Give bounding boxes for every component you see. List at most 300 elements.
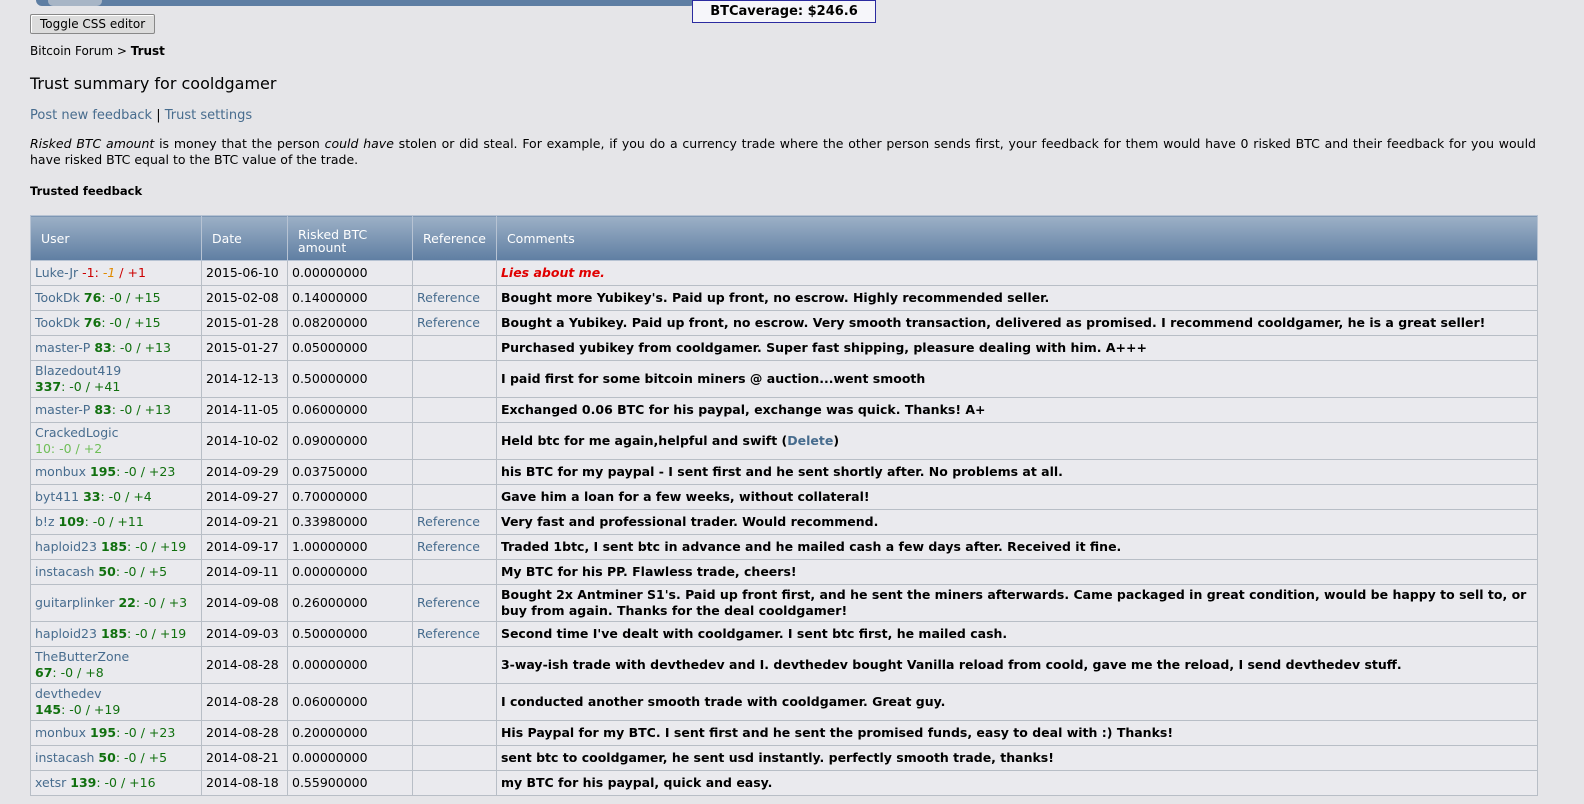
date-cell: 2014-09-27	[202, 485, 288, 510]
comment-text: Bought 2x Antminer S1's. Paid up front first, and he sent the miners afterwards. Came packaged in great condition, would be happy to sell to, or buy from again. Thanks for the deal cooldgamer!	[500, 587, 1527, 618]
negative-count: -0	[119, 402, 133, 417]
count-separator: /	[136, 725, 149, 740]
table-row	[31, 485, 1538, 510]
feedback-user-link[interactable]: xetsr	[35, 775, 67, 790]
comment-cell	[496, 336, 1537, 361]
table-row	[31, 746, 1538, 771]
comment-text: I paid first for some bitcoin miners @ auction...went smooth	[500, 371, 926, 386]
trust-score: 67	[35, 665, 53, 680]
trust-score: 145	[35, 702, 62, 717]
risked-amount-cell: 0.06000000	[288, 684, 413, 721]
risked-amount-cell: 0.50000000	[288, 622, 413, 647]
trust-counts	[101, 290, 160, 305]
reference-link[interactable]: Reference	[417, 595, 480, 610]
date-cell: 2014-10-02	[202, 423, 288, 460]
comment-cell	[496, 746, 1537, 771]
comment-text: my BTC for his paypal, quick and easy.	[500, 775, 773, 790]
table-row	[31, 647, 1538, 684]
date-cell: 2014-08-28	[202, 647, 288, 684]
positive-count: +19	[159, 539, 187, 554]
comment-cell	[496, 535, 1537, 560]
count-separator: /	[136, 750, 149, 765]
user-cell	[31, 560, 202, 585]
negative-count: -0	[119, 340, 133, 355]
breadcrumb-root[interactable]: Bitcoin Forum	[30, 44, 114, 58]
reference-cell	[413, 398, 497, 423]
positive-count: +2	[83, 441, 103, 456]
date-cell: 2014-08-18	[202, 771, 288, 796]
positive-count: +19	[93, 702, 121, 717]
negative-count: -0	[124, 564, 137, 579]
trust-score: 185	[100, 539, 128, 554]
positive-count: +23	[148, 464, 176, 479]
risked-amount-cell: 0.33980000	[288, 510, 413, 535]
trust-settings-link[interactable]: Trust settings	[164, 108, 253, 123]
positive-count: +13	[144, 402, 171, 417]
table-row	[31, 560, 1538, 585]
table-row	[31, 311, 1538, 336]
reference-cell	[413, 535, 497, 560]
score-separator: :	[116, 725, 125, 740]
breadcrumb	[30, 44, 165, 58]
count-separator: /	[121, 290, 135, 305]
negative-count: -0	[108, 489, 122, 504]
reference-link[interactable]: Reference	[417, 514, 480, 529]
trust-score: -1	[82, 265, 95, 280]
table-header-row	[31, 216, 1538, 261]
table-row	[31, 261, 1538, 286]
feedback-user-link[interactable]: TookDk	[35, 290, 80, 305]
table-row	[31, 460, 1538, 485]
trust-counts	[61, 379, 120, 394]
score-separator: :	[115, 564, 125, 579]
trust-score: 10	[35, 441, 51, 456]
column-header-user: User	[31, 216, 202, 261]
score-separator: :	[116, 464, 125, 479]
count-separator: /	[71, 441, 84, 456]
reference-cell	[413, 560, 497, 585]
feedback-user-link[interactable]: guitarplinker	[35, 595, 115, 610]
count-separator: /	[121, 489, 134, 504]
comment-text: Held btc for me again,helpful and swift (	[500, 433, 788, 448]
date-cell: 2014-08-28	[202, 721, 288, 746]
score-separator: :	[52, 665, 61, 680]
positive-count: +5	[148, 564, 168, 579]
score-separator: :	[61, 702, 70, 717]
date-cell: 2015-01-28	[202, 311, 288, 336]
count-separator: /	[105, 514, 118, 529]
negative-count: -0	[69, 702, 82, 717]
count-separator: /	[132, 340, 145, 355]
negative-count: -0	[135, 539, 148, 554]
column-header-reference: Reference	[413, 216, 497, 261]
positive-count: +11	[117, 514, 144, 529]
negative-count: -0	[69, 379, 82, 394]
top-nav-tab[interactable]	[48, 0, 102, 6]
reference-link[interactable]: Reference	[417, 539, 480, 554]
user-cell	[31, 398, 202, 423]
count-separator: /	[121, 315, 135, 330]
score-separator: :	[94, 265, 103, 280]
count-separator: /	[147, 626, 160, 641]
trust-links	[30, 108, 252, 123]
trust-counts	[116, 725, 175, 740]
top-nav-bar	[36, 0, 696, 6]
score-separator: :	[127, 539, 136, 554]
user-cell	[31, 460, 202, 485]
comment-text: Gave him a loan for a few weeks, without collateral!	[500, 489, 870, 504]
reference-link[interactable]: Reference	[417, 290, 480, 305]
user-cell	[31, 510, 202, 535]
risked-amount-cell: 0.00000000	[288, 647, 413, 684]
comment-text: his BTC for my paypal - I sent first and he sent shortly after. No problems at all.	[500, 464, 1063, 479]
reference-cell	[413, 771, 497, 796]
trust-counts	[112, 402, 171, 417]
reference-cell	[413, 311, 497, 336]
user-cell	[31, 647, 202, 684]
score-separator: :	[84, 514, 93, 529]
feedback-user-link[interactable]: b!z	[35, 514, 55, 529]
reference-cell	[413, 721, 497, 746]
delete-feedback-link[interactable]: Delete	[787, 433, 834, 448]
table-row	[31, 510, 1538, 535]
positive-count: +5	[148, 750, 168, 765]
positive-count: +19	[159, 626, 187, 641]
date-cell: 2014-09-03	[202, 622, 288, 647]
user-cell	[31, 746, 202, 771]
trust-counts	[116, 750, 167, 765]
negative-count: -0	[59, 441, 72, 456]
table-row	[31, 684, 1538, 721]
trust-score: 76	[83, 290, 102, 305]
score-separator: :	[127, 626, 136, 641]
date-cell: 2015-01-27	[202, 336, 288, 361]
count-separator: /	[73, 665, 86, 680]
table-row	[31, 336, 1538, 361]
count-separator: /	[147, 539, 160, 554]
trust-score: 22	[118, 595, 136, 610]
score-separator: :	[101, 290, 110, 305]
user-cell	[31, 485, 202, 510]
risked-amount-cell: 0.55900000	[288, 771, 413, 796]
post-new-feedback-link[interactable]: Post new feedback	[30, 108, 153, 123]
trust-counts	[116, 564, 167, 579]
risked-amount-cell: 0.06000000	[288, 398, 413, 423]
comment-text: Traded 1btc, I sent btc in advance and he mailed cash a few days after. Received it fine.	[500, 539, 1122, 554]
comment-cell	[496, 721, 1537, 746]
positive-count: +15	[134, 290, 161, 305]
negative-count: -0	[109, 290, 122, 305]
positive-count: +8	[85, 665, 104, 680]
explanation-part-1: is money that the person	[154, 136, 325, 151]
table-row	[31, 721, 1538, 746]
reference-cell	[413, 585, 497, 622]
date-cell: 2014-09-08	[202, 585, 288, 622]
positive-count: +1	[127, 265, 146, 280]
negative-count: -0	[124, 750, 137, 765]
trust-counts	[100, 489, 151, 504]
reference-cell	[413, 423, 497, 460]
comment-cell	[496, 771, 1537, 796]
toggle-css-editor-button[interactable]: Toggle CSS editor	[30, 14, 155, 34]
risked-amount-cell: 0.26000000	[288, 585, 413, 622]
user-cell	[31, 286, 202, 311]
reference-link[interactable]: Reference	[417, 315, 480, 330]
score-separator: :	[50, 441, 60, 456]
comment-cell	[496, 361, 1537, 398]
risked-amount-cell: 0.00000000	[288, 261, 413, 286]
count-separator: /	[81, 379, 94, 394]
positive-count: +41	[93, 379, 121, 394]
user-cell	[31, 585, 202, 622]
user-cell	[31, 684, 202, 721]
trust-score: 83	[94, 340, 112, 355]
comment-cell	[496, 510, 1537, 535]
reference-link[interactable]: Reference	[417, 626, 480, 641]
trust-counts	[101, 315, 160, 330]
breadcrumb-separator: >	[113, 44, 131, 58]
count-separator: /	[136, 464, 149, 479]
risked-amount-cell: 1.00000000	[288, 535, 413, 560]
date-cell: 2014-09-11	[202, 560, 288, 585]
table-row	[31, 286, 1538, 311]
feedback-user-link[interactable]: monbux	[35, 725, 87, 740]
reference-cell	[413, 647, 497, 684]
negative-count: -1	[102, 265, 116, 280]
trust-counts	[112, 340, 171, 355]
comment-text: 3-way-ish trade with devthedev and I. devthedev bought Vanilla reload from coold, gave me the reload, I send devthedev stuff.	[500, 657, 1402, 672]
trust-score: 337	[35, 379, 62, 394]
positive-count: +13	[144, 340, 171, 355]
negative-count: -0	[135, 626, 148, 641]
trust-counts	[127, 539, 186, 554]
trust-counts	[127, 626, 186, 641]
risked-amount-cell: 0.05000000	[288, 336, 413, 361]
negative-count: -0	[109, 315, 122, 330]
comment-cell	[496, 311, 1537, 336]
reference-cell	[413, 460, 497, 485]
comment-text: Bought a Yubikey. Paid up front, no escrow. Very smooth transaction, delivered as promised. I recommend cooldgamer, he is a great seller!	[500, 315, 1486, 330]
feedback-user-link[interactable]: master-P	[35, 402, 91, 417]
feedback-user-link[interactable]: TheButterZone	[35, 649, 130, 664]
reference-cell	[413, 261, 497, 286]
feedback-user-link[interactable]: Blazedout419	[35, 363, 122, 378]
feedback-user-link[interactable]: byt411	[35, 489, 80, 504]
positive-count: +23	[148, 725, 176, 740]
score-separator: :	[61, 379, 70, 394]
comment-text: My BTC for his PP. Flawless trade, cheers!	[500, 564, 797, 579]
score-separator: :	[96, 775, 105, 790]
feedback-user-link[interactable]: master-P	[35, 340, 91, 355]
user-cell	[31, 535, 202, 560]
trust-score: 50	[98, 564, 116, 579]
trust-score: 83	[94, 402, 112, 417]
negative-count: -0	[124, 725, 137, 740]
feedback-user-link[interactable]: haploid23	[35, 626, 97, 641]
btc-average-ticker: BTCaverage: $246.6	[692, 0, 876, 23]
risked-amount-cell: 0.08200000	[288, 311, 413, 336]
count-separator: /	[117, 775, 130, 790]
score-separator: :	[101, 315, 110, 330]
score-separator: :	[100, 489, 109, 504]
positive-count: +4	[133, 489, 152, 504]
comment-text: Lies about me.	[500, 265, 605, 280]
feedback-user-link[interactable]: TookDk	[35, 315, 80, 330]
comment-cell	[496, 398, 1537, 423]
risked-amount-cell: 0.50000000	[288, 361, 413, 398]
page-title: Trust summary for cooldgamer	[30, 74, 277, 93]
comment-cell	[496, 684, 1537, 721]
trust-score: 139	[70, 775, 97, 790]
user-cell	[31, 336, 202, 361]
trust-score: 33	[83, 489, 101, 504]
trust-counts	[85, 514, 144, 529]
comment-text: sent btc to cooldgamer, he sent usd instantly. perfectly smooth trade, thanks!	[500, 750, 1054, 765]
count-separator: /	[115, 265, 128, 280]
date-cell: 2014-09-17	[202, 535, 288, 560]
positive-count: +3	[168, 595, 188, 610]
trust-counts	[52, 665, 103, 680]
reference-cell	[413, 622, 497, 647]
user-cell	[31, 423, 202, 460]
date-cell: 2014-11-05	[202, 398, 288, 423]
date-cell: 2014-08-21	[202, 746, 288, 771]
reference-cell	[413, 510, 497, 535]
column-header-date: Date	[202, 216, 288, 261]
trust-counts	[96, 775, 155, 790]
trust-counts	[51, 441, 102, 456]
table-row	[31, 622, 1538, 647]
column-header-comments: Comments	[496, 216, 1537, 261]
explanation-part-2: stolen or did steal. For example, if you do a currency trade where the other person sends first, your feedback for them would have 0 risked BTC and their feedback for you would have risked BTC equal to the BTC value of the trade.	[30, 136, 1536, 167]
risked-amount-cell: 0.00000000	[288, 560, 413, 585]
reference-cell	[413, 361, 497, 398]
negative-count: -0	[124, 464, 137, 479]
risked-amount-cell: 0.09000000	[288, 423, 413, 460]
comment-text: Exchanged 0.06 BTC for his paypal, exchange was quick. Thanks! A+	[500, 402, 986, 417]
feedback-user-link[interactable]: CrackedLogic	[35, 425, 119, 440]
comment-cell	[496, 460, 1537, 485]
date-cell: 2015-06-10	[202, 261, 288, 286]
user-cell	[31, 771, 202, 796]
reference-cell	[413, 485, 497, 510]
feedback-user-link[interactable]: devthedev	[35, 686, 102, 701]
reference-cell	[413, 746, 497, 771]
date-cell: 2014-09-29	[202, 460, 288, 485]
trust-score: 76	[83, 315, 102, 330]
comment-text: Very fast and professional trader. Would recommend.	[500, 514, 879, 529]
breadcrumb-current: Trust	[130, 44, 165, 58]
comment-text: His Paypal for my BTC. I sent first and he sent the promised funds, easy to deal with :) Thanks!	[500, 725, 1174, 740]
explanation-term: Risked BTC amount	[30, 136, 155, 151]
user-cell	[31, 622, 202, 647]
negative-count: -0	[60, 665, 74, 680]
trust-score: 195	[90, 464, 117, 479]
date-cell: 2014-12-13	[202, 361, 288, 398]
comment-text: Bought more Yubikey's. Paid up front, no escrow. Highly recommended seller.	[500, 290, 1050, 305]
trust-score: 185	[100, 626, 128, 641]
risked-btc-explanation	[30, 136, 1536, 168]
count-separator: /	[132, 402, 145, 417]
trusted-feedback-heading: Trusted feedback	[30, 184, 143, 198]
trust-counts	[95, 265, 146, 280]
user-cell	[31, 261, 202, 286]
risked-amount-cell: 0.20000000	[288, 721, 413, 746]
trust-counts	[136, 595, 187, 610]
table-row	[31, 535, 1538, 560]
risked-amount-cell: 0.14000000	[288, 286, 413, 311]
explanation-emphasis: could have	[324, 136, 394, 151]
reference-cell	[413, 286, 497, 311]
comment-cell	[496, 585, 1537, 622]
comment-text: Purchased yubikey from cooldgamer. Super fast shipping, pleasure dealing with him. A+++	[500, 340, 1147, 355]
feedback-user-link[interactable]: monbux	[35, 464, 87, 479]
table-row	[31, 423, 1538, 460]
comment-cell	[496, 560, 1537, 585]
date-cell: 2014-08-28	[202, 684, 288, 721]
feedback-user-link[interactable]: Luke-Jr	[35, 265, 79, 280]
count-separator: /	[81, 702, 94, 717]
feedback-user-link[interactable]: haploid23	[35, 539, 97, 554]
score-separator: :	[115, 750, 125, 765]
trust-score: 109	[58, 514, 85, 529]
comment-cell	[496, 423, 1537, 460]
table-row	[31, 585, 1538, 622]
comment-cell	[496, 286, 1537, 311]
score-separator: :	[111, 402, 120, 417]
comment-cell	[496, 485, 1537, 510]
date-cell: 2015-02-08	[202, 286, 288, 311]
positive-count: +15	[134, 315, 161, 330]
positive-count: +16	[129, 775, 156, 790]
risked-amount-cell: 0.70000000	[288, 485, 413, 510]
feedback-user-link[interactable]: instacash	[35, 750, 95, 765]
comment-cell	[496, 622, 1537, 647]
column-header-risked: Risked BTC amount	[288, 216, 413, 261]
user-cell	[31, 361, 202, 398]
table-row	[31, 771, 1538, 796]
negative-count: -0	[144, 595, 157, 610]
trusted-feedback-table	[30, 215, 1538, 796]
score-separator: :	[111, 340, 120, 355]
comment-text: Second time I've dealt with cooldgamer. I sent btc first, he mailed cash.	[500, 626, 1008, 641]
user-cell	[31, 721, 202, 746]
date-cell: 2014-09-21	[202, 510, 288, 535]
count-separator: /	[136, 564, 149, 579]
negative-count: -0	[92, 514, 106, 529]
comment-cell	[496, 647, 1537, 684]
trust-score: 195	[90, 725, 117, 740]
trust-counts	[61, 702, 120, 717]
table-row	[31, 361, 1538, 398]
count-separator: /	[156, 595, 169, 610]
risked-amount-cell: 0.00000000	[288, 746, 413, 771]
table-row	[31, 398, 1538, 423]
reference-cell	[413, 684, 497, 721]
comment-text-end: )	[833, 433, 840, 448]
comment-text: I conducted another smooth trade with cooldgamer. Great guy.	[500, 694, 946, 709]
links-separator: |	[152, 108, 165, 123]
reference-cell	[413, 336, 497, 361]
score-separator: :	[135, 595, 145, 610]
trust-counts	[116, 464, 175, 479]
comment-cell	[496, 261, 1537, 286]
feedback-user-link[interactable]: instacash	[35, 564, 95, 579]
negative-count: -0	[104, 775, 117, 790]
user-cell	[31, 311, 202, 336]
risked-amount-cell: 0.03750000	[288, 460, 413, 485]
trust-score: 50	[98, 750, 116, 765]
